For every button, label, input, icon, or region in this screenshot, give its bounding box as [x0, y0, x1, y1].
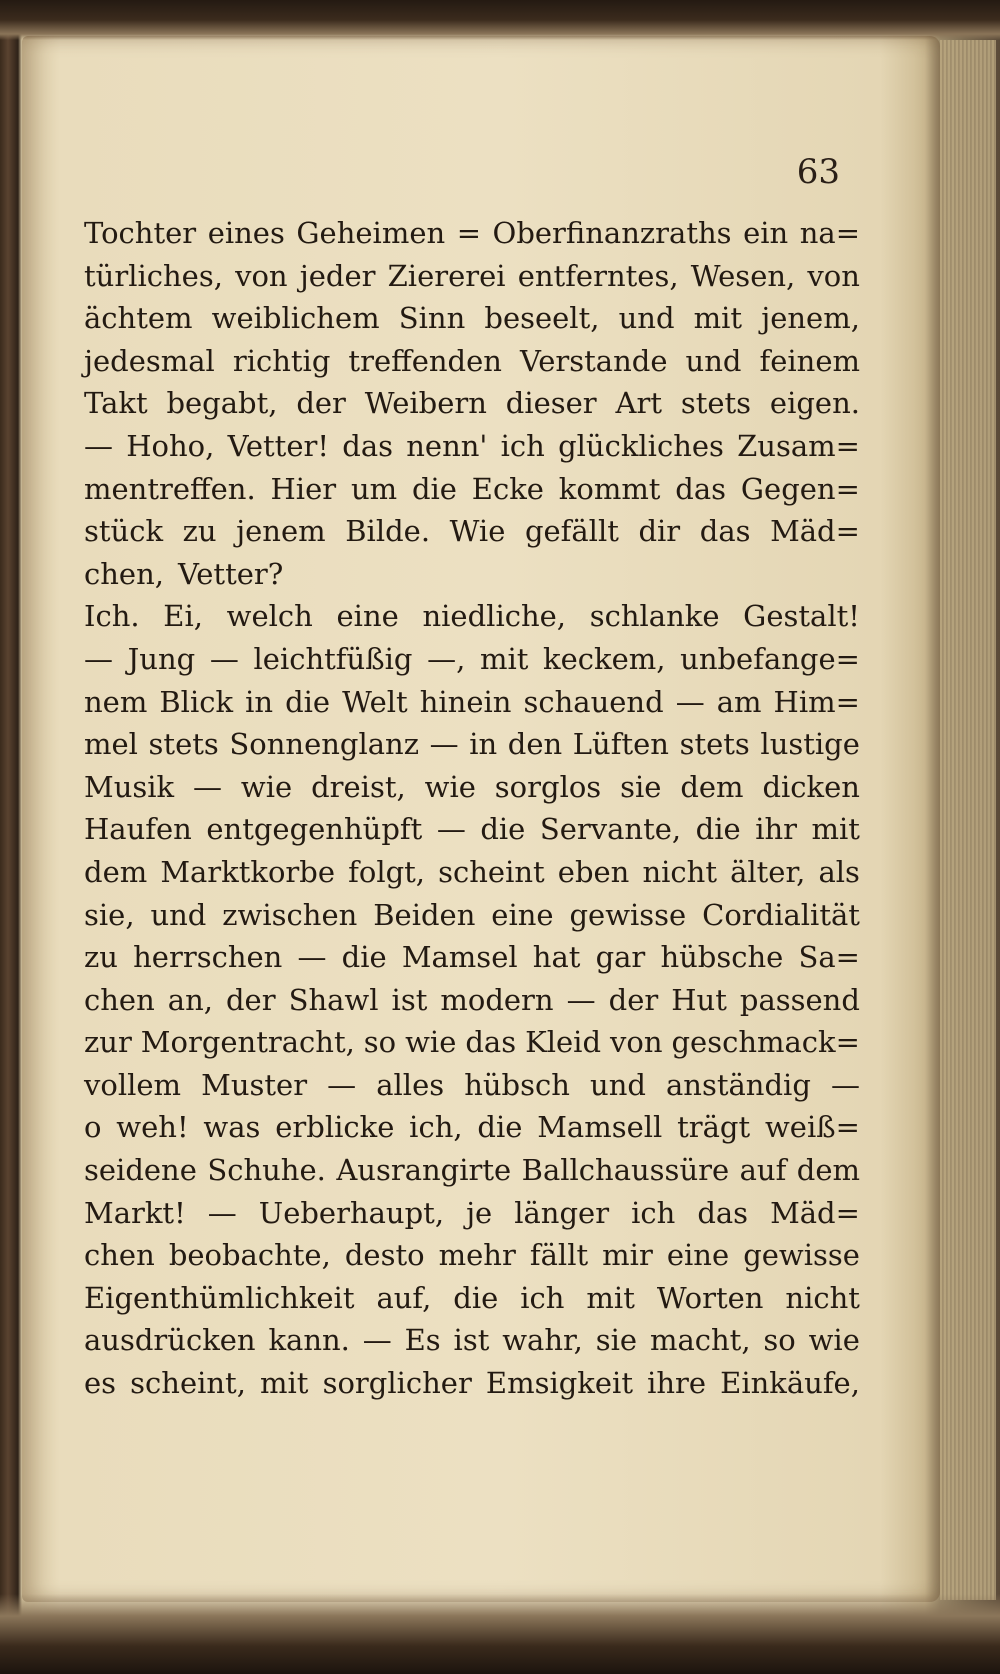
text-word: Wie [449, 514, 506, 549]
text-word: sorglicher [322, 1366, 472, 1401]
text-word: entgegenhüpft [206, 812, 423, 847]
text-word: lustige [760, 727, 860, 762]
text-word: mentreffen. [84, 471, 256, 506]
text-word: hinein [419, 684, 512, 719]
text-word: eines [207, 216, 285, 250]
text-word: der [608, 982, 659, 1017]
text-word: na= [799, 216, 860, 250]
text-line [84, 425, 860, 468]
text-word: Vetter? [177, 556, 284, 591]
text-word: gar [595, 940, 646, 975]
text-word: — [675, 684, 705, 719]
text-word: sorglos [494, 769, 602, 804]
text-line [84, 851, 860, 894]
text-word: Worten [656, 1280, 764, 1315]
text-word: = [456, 216, 482, 250]
text-word: eine [336, 599, 399, 634]
text-word: jenem, [761, 301, 860, 336]
text-word: Hoho, [126, 428, 215, 463]
text-word: sie, [84, 897, 135, 932]
text-word: das [342, 428, 393, 463]
page-number: 63 [796, 152, 840, 192]
text-word: Mäd= [770, 514, 860, 549]
text-word: dem [680, 769, 744, 804]
text-word: mit [811, 812, 860, 847]
text-word: gefällt [524, 514, 619, 549]
text-word: ich [631, 1195, 676, 1230]
text-word: wie [240, 769, 293, 804]
text-word: erblicke [275, 1110, 395, 1145]
text-word: — [327, 1067, 357, 1102]
text-line [84, 723, 860, 766]
text-word: wahr, [502, 1323, 583, 1358]
text-word: — [429, 727, 459, 762]
text-word: stück [84, 514, 164, 549]
text-word: — [830, 1067, 860, 1102]
text-word: desto [344, 1238, 425, 1273]
text-word: jenem [236, 514, 326, 549]
text-word: — [566, 982, 596, 1017]
text-word: o [84, 1110, 102, 1145]
text-word: geschmack= [671, 1025, 860, 1060]
text-word: Emsigkeit [485, 1366, 633, 1401]
text-word: Gestalt! [743, 599, 860, 634]
text-line [84, 1149, 860, 1192]
text-line [84, 255, 860, 298]
text-line [84, 553, 860, 596]
text-word: Geheimen [296, 216, 446, 250]
text-word: älter, [730, 854, 806, 889]
text-word: ich [500, 428, 545, 463]
text-word: Blick [159, 684, 234, 719]
text-word: zu [182, 514, 217, 549]
text-word: Bilde. [345, 514, 431, 549]
text-word: Beiden [373, 897, 476, 932]
text-line [84, 638, 860, 681]
text-line [84, 1319, 860, 1362]
text-word: wie [808, 1323, 860, 1358]
text-line [84, 297, 860, 340]
text-word: Servante, [539, 812, 682, 847]
text-word: mit [479, 641, 529, 676]
text-word: glückliches [558, 428, 724, 463]
text-word: modern [440, 982, 554, 1017]
text-word: Es [404, 1323, 441, 1358]
text-word: keckem, [543, 641, 666, 676]
text-line [84, 382, 860, 425]
text-word: nenn' [406, 428, 488, 463]
text-word: wie [405, 1025, 457, 1060]
text-word: Welt [342, 684, 408, 719]
text-word: zu [84, 940, 118, 975]
text-word: eigen. [769, 386, 860, 421]
text-word: Morgentracht, [140, 1025, 355, 1060]
text-word: stets [148, 727, 219, 762]
text-word: Ecke [471, 471, 544, 506]
text-word: ausdrücken [84, 1323, 256, 1358]
text-word: auf [739, 1153, 787, 1188]
text-word: die [285, 684, 331, 719]
text-word: das [675, 471, 727, 506]
text-word: sie [620, 769, 662, 804]
text-line [84, 468, 860, 511]
text-word: —, [427, 641, 466, 676]
text-word: dieser [505, 386, 597, 421]
text-word: stets [680, 386, 752, 421]
text-word: sie [595, 1323, 638, 1358]
page-bottom-edge [0, 1594, 1000, 1674]
text-word: herrschen [133, 940, 283, 975]
text-word: Marktkorbe [160, 854, 336, 889]
text-word: hat [532, 940, 581, 975]
text-line [84, 1192, 860, 1235]
text-word: feinem [759, 343, 860, 378]
text-word: Mäd= [770, 1195, 860, 1230]
text-word: alles [376, 1067, 445, 1102]
text-word: mel [84, 727, 138, 762]
text-word: Him= [773, 684, 860, 719]
text-word: fällt [529, 1238, 589, 1273]
text-word: Ei, [163, 599, 203, 634]
text-line [84, 894, 860, 937]
text-word: Zusam= [737, 428, 860, 463]
text-word: das [465, 1025, 517, 1060]
text-word: Lüften [572, 727, 669, 762]
text-word: an, [167, 982, 213, 1017]
text-word: Hier [270, 471, 337, 506]
text-word: ihr [755, 812, 798, 847]
text-word: schlanke [589, 599, 720, 634]
text-word: unbefange= [680, 641, 860, 676]
text-word: mit [693, 301, 743, 336]
text-line [84, 1362, 860, 1405]
text-word: Sonnenglanz [229, 727, 419, 762]
text-word: — [436, 812, 466, 847]
text-word: länger [514, 1195, 610, 1230]
text-word: dicken [762, 769, 860, 804]
text-word: kann. [268, 1323, 350, 1358]
text-word: Gegen= [740, 471, 860, 506]
text-word: Vetter! [227, 428, 330, 463]
text-word: trägt [677, 1110, 751, 1145]
text-word: jedesmal [84, 343, 215, 378]
text-word: Ich. [84, 599, 140, 634]
text-word: die [477, 1110, 523, 1145]
body-text [84, 212, 860, 1405]
text-word: niedliche, [422, 599, 567, 634]
text-word: eine [491, 897, 554, 932]
text-word: Einkäufe, [720, 1366, 860, 1401]
book-fore-edges [940, 40, 996, 1600]
text-word: der [296, 386, 346, 421]
text-word: Takt [84, 386, 148, 421]
text-word: chen, [84, 556, 164, 591]
text-line [84, 1064, 860, 1107]
text-word: Haufen [84, 812, 192, 847]
text-word: und [618, 301, 675, 336]
text-word: gewisse [569, 897, 687, 932]
text-word: wie [424, 769, 476, 804]
text-word: und [685, 343, 742, 378]
text-word: von [235, 258, 288, 293]
text-word: ich [520, 1280, 565, 1315]
text-word: von [807, 258, 860, 293]
text-word: eine [666, 1238, 730, 1273]
text-word: jeder [299, 258, 376, 293]
text-word: die [411, 471, 457, 506]
text-word: nicht [785, 1280, 860, 1315]
text-word: weh! [116, 1110, 189, 1145]
text-line [84, 936, 860, 979]
text-word: kommt [558, 471, 661, 506]
text-word: treffenden [348, 343, 502, 378]
text-word: macht, [649, 1323, 751, 1358]
text-word: am [716, 684, 762, 719]
text-word: nem [84, 684, 148, 719]
text-word: Hut [671, 982, 727, 1017]
text-word: dem [796, 1153, 860, 1188]
text-word: Markt! [84, 1195, 186, 1230]
text-word: begabt, [166, 386, 278, 421]
text-word: ein [743, 216, 789, 250]
text-line [84, 340, 860, 383]
text-word: der [225, 982, 276, 1017]
text-word: weiblichem [211, 301, 380, 336]
text-word: dreist, [311, 769, 406, 804]
text-word: Ballchaussüre [521, 1153, 730, 1188]
text-word: dem [84, 854, 148, 889]
text-word: auf, [376, 1280, 432, 1315]
text-word: folgt, [348, 854, 426, 889]
text-word: zur [84, 1025, 132, 1060]
text-word: vollem [84, 1067, 182, 1102]
text-word: die [453, 1280, 499, 1315]
text-word: richtig [232, 343, 331, 378]
text-word: Jung [127, 641, 196, 676]
text-word: Tochter [84, 216, 197, 250]
text-line [84, 1106, 860, 1149]
text-line [84, 1234, 860, 1277]
text-line [84, 1277, 860, 1320]
text-word: anständig [666, 1067, 811, 1102]
text-word: dir [638, 514, 681, 549]
text-word: von [609, 1025, 663, 1060]
text-word: Sa= [798, 940, 860, 975]
text-word: den [507, 727, 563, 762]
text-word: chen [84, 1238, 155, 1273]
text-word: entferntes, [517, 258, 679, 293]
text-word: welch [226, 599, 313, 634]
text-word: stets [679, 727, 750, 762]
text-word: ächtem [84, 301, 193, 336]
text-word: Ziererei [387, 258, 506, 293]
text-word: Wesen, [690, 258, 796, 293]
text-line [84, 766, 860, 809]
text-line [84, 979, 860, 1022]
text-word: mit [260, 1366, 309, 1401]
text-word: hübsch [464, 1067, 570, 1102]
text-word: scheint, [130, 1366, 246, 1401]
text-word: mehr [438, 1238, 516, 1273]
text-word: — [84, 428, 113, 463]
text-word: so [363, 1025, 397, 1060]
text-word: — [362, 1323, 392, 1358]
text-word: in [469, 727, 498, 762]
text-word: Art [615, 386, 662, 421]
text-word: Musik [84, 769, 175, 804]
text-word: Mamsell [537, 1110, 663, 1145]
text-word: weiß= [764, 1110, 860, 1145]
text-word: Cordialität [702, 897, 860, 932]
text-word: das [699, 514, 751, 549]
text-word: leichtfüßig [253, 641, 413, 676]
text-word: Ausrangirte [336, 1153, 512, 1188]
text-word: schauend [523, 684, 664, 719]
text-word: mir [602, 1238, 653, 1273]
text-word: passend [739, 982, 860, 1017]
text-word: was [203, 1110, 261, 1145]
text-word: um [350, 471, 398, 506]
text-word: Schuhe. [207, 1153, 326, 1188]
text-word: gewisse [743, 1238, 860, 1273]
text-word: ich, [409, 1110, 463, 1145]
text-word: Mamsel [401, 940, 518, 975]
text-word: so [763, 1323, 796, 1358]
text-word: in [245, 684, 274, 719]
text-line [84, 808, 860, 851]
text-line [84, 1021, 860, 1064]
text-word: — [209, 641, 239, 676]
text-line [84, 212, 860, 255]
text-word: Kleid [525, 1025, 602, 1060]
text-word: nicht [642, 854, 717, 889]
text-word: — [84, 641, 113, 676]
text-word: das [697, 1195, 749, 1230]
text-word: die [341, 940, 387, 975]
text-word: beseelt, [484, 301, 600, 336]
text-word: als [818, 854, 860, 889]
text-word: die [480, 812, 526, 847]
text-word: türliches, [84, 258, 223, 293]
text-word: je [466, 1195, 493, 1230]
text-word: es [84, 1366, 117, 1401]
text-word: Sinn [398, 301, 466, 336]
text-word: zwischen [222, 897, 358, 932]
text-word: Eigenthümlichkeit [84, 1280, 355, 1315]
text-word: chen [84, 982, 155, 1017]
text-word: Shawl [288, 982, 379, 1017]
text-word: ist [391, 982, 428, 1017]
text-word: ist [453, 1323, 490, 1358]
text-word: und [150, 897, 207, 932]
text-line [84, 595, 860, 638]
text-word: — [193, 769, 223, 804]
text-line [84, 681, 860, 724]
text-word: Muster [201, 1067, 308, 1102]
text-word: scheint [438, 854, 545, 889]
text-word: Weibern [364, 386, 487, 421]
text-word: die [695, 812, 741, 847]
text-word: — [207, 1195, 237, 1230]
text-word: ihre [647, 1366, 707, 1401]
text-word: Ueberhaupt, [258, 1195, 445, 1230]
text-word: — [297, 940, 327, 975]
text-word: beobachte, [168, 1238, 331, 1273]
text-word: und [590, 1067, 646, 1102]
text-line [84, 510, 860, 553]
page-top-edge [0, 0, 1000, 40]
text-word: mit [586, 1280, 635, 1315]
text-word: eben [557, 854, 630, 889]
text-word: Oberfinanzraths [492, 216, 732, 250]
text-word: seidene [84, 1153, 197, 1188]
text-word: hübsche [660, 940, 784, 975]
text-word: Verstande [519, 343, 668, 378]
